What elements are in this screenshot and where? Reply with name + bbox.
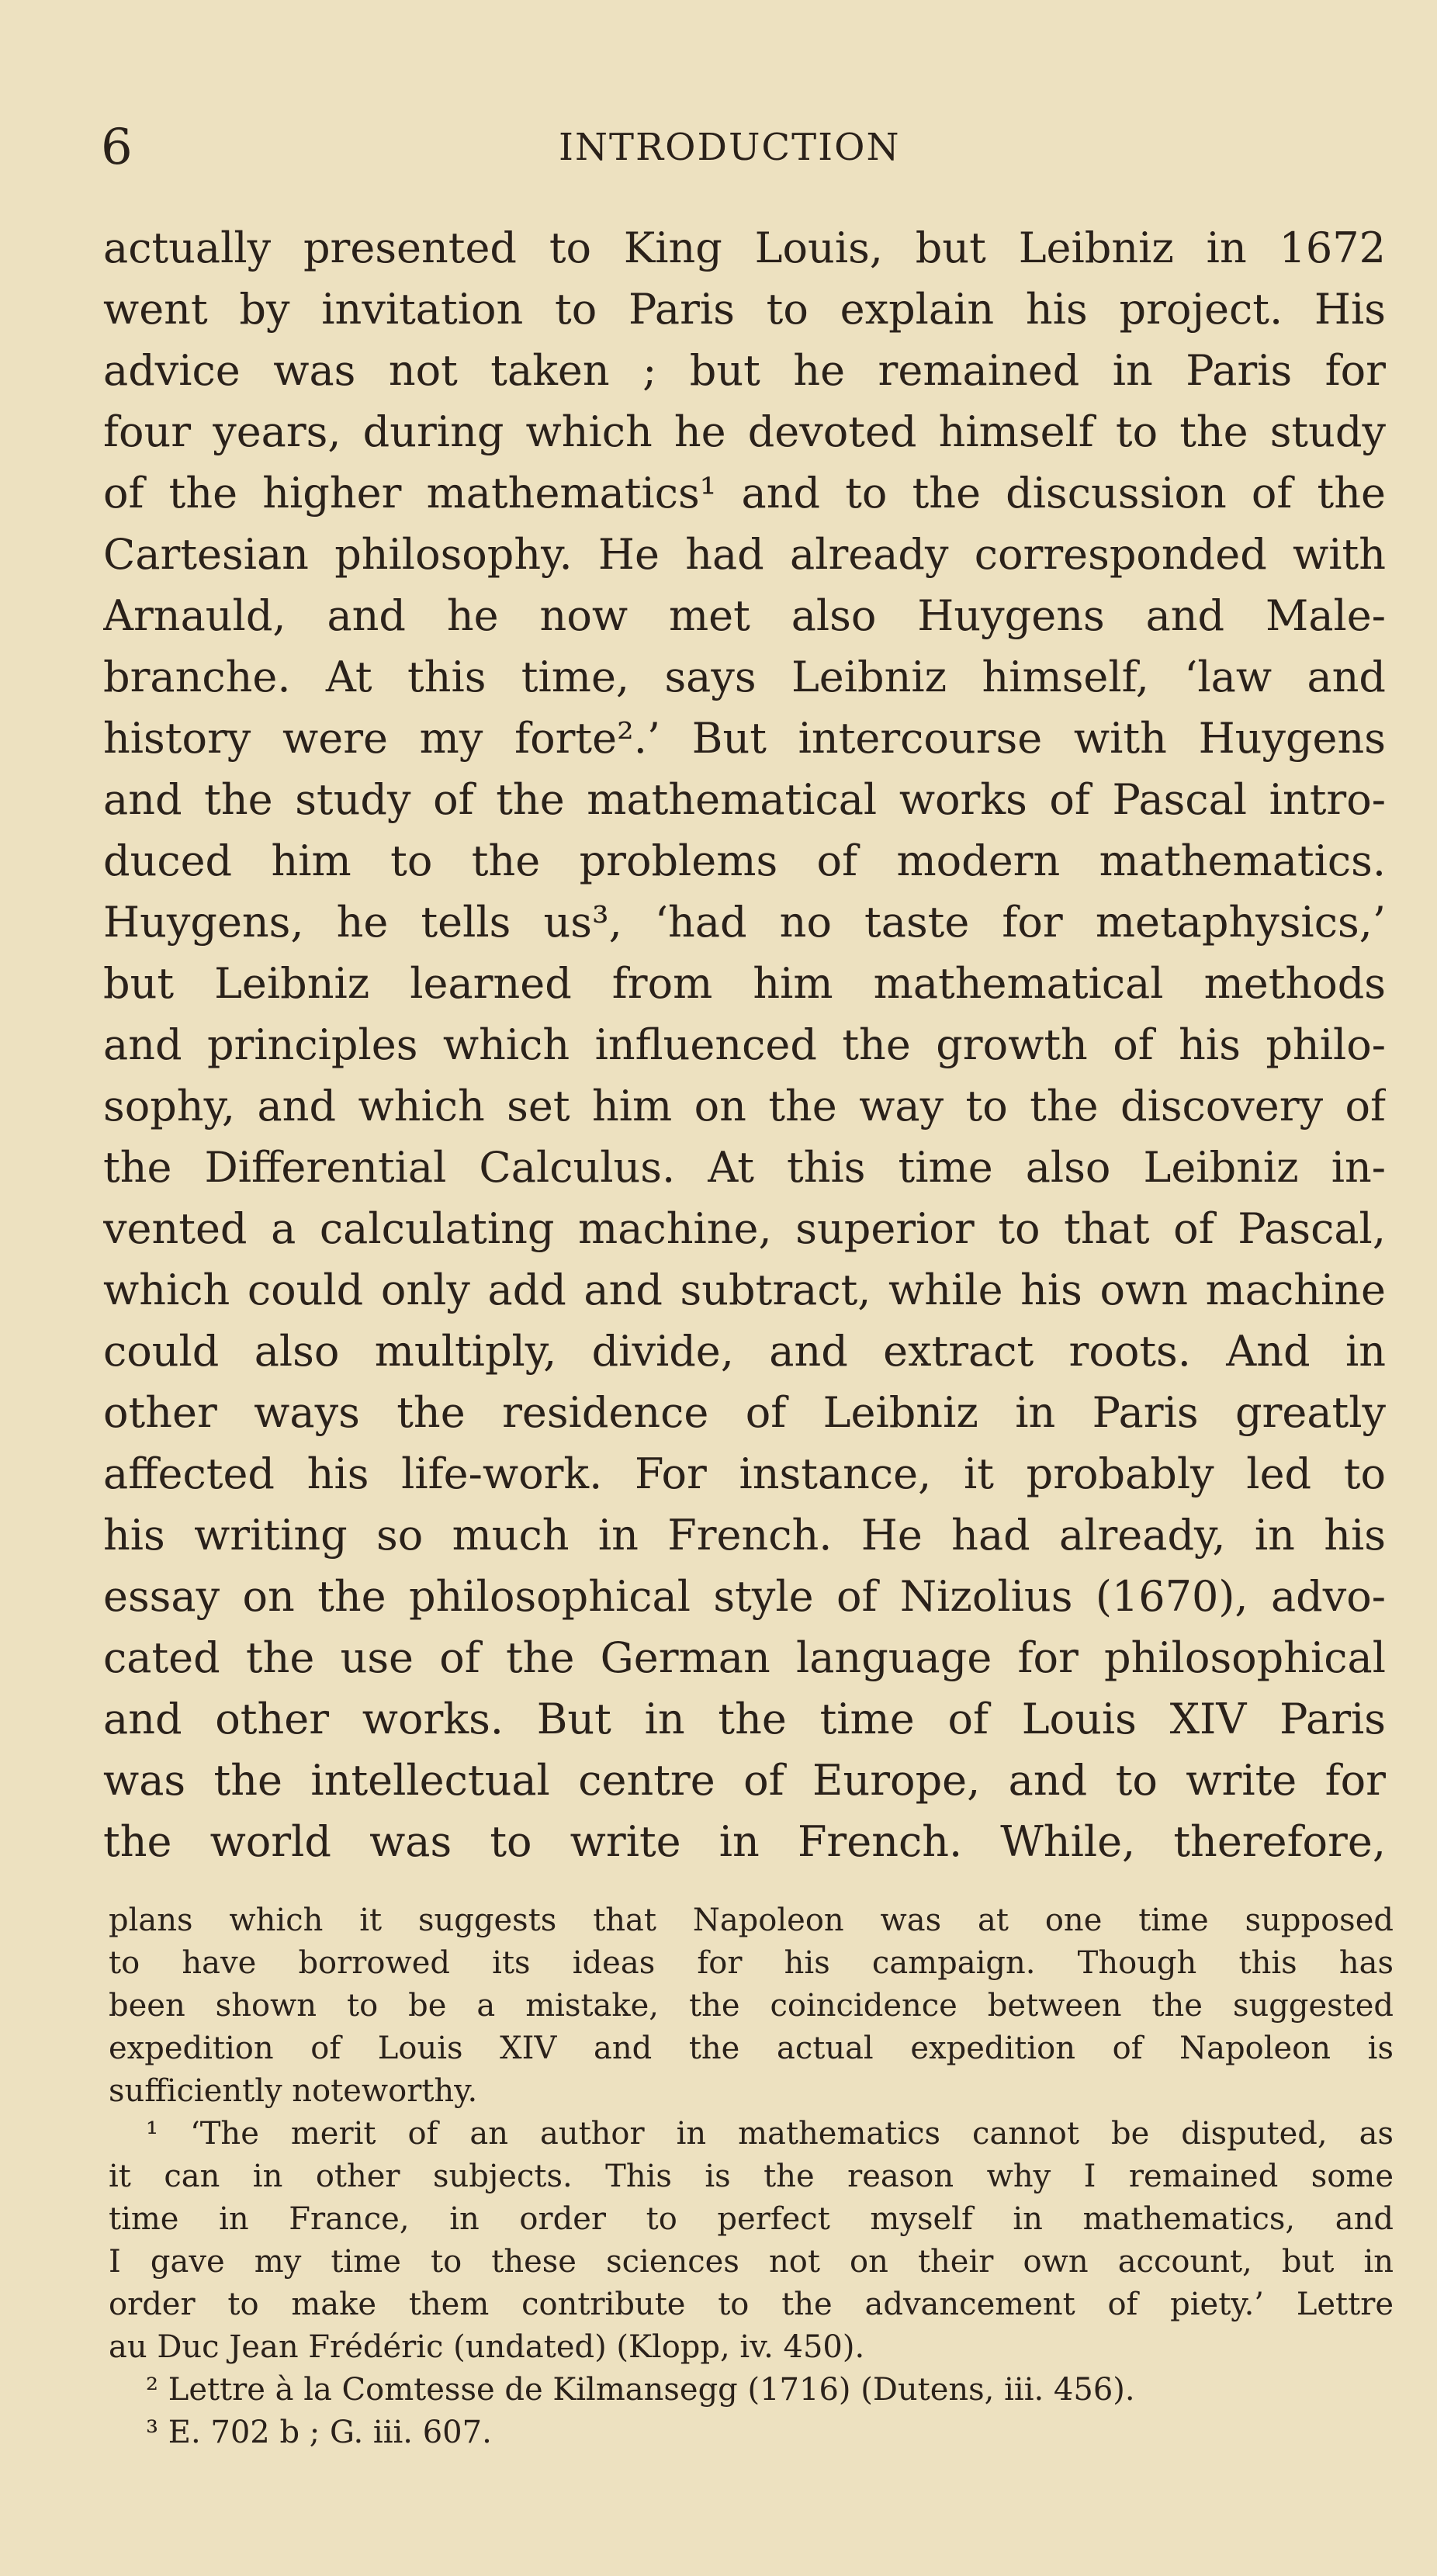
footnotes (109, 1899, 1394, 2454)
body-line: of the higher mathematics¹ and to the discussion of the (103, 469, 1386, 518)
body-line: advice was not taken ; but he remained in Paris for (103, 346, 1386, 395)
footnote-line: au Duc Jean Frédéric (undated) (Klopp, iv. 450). (109, 2329, 865, 2365)
footnote-line: I gave my time to these sciences not on their own account, but in (109, 2244, 1394, 2280)
body-line: sophy, and which set him on the way to the discovery of (103, 1082, 1386, 1130)
body-line: essay on the philosophical style of Nizolius (1670), advo- (103, 1572, 1386, 1621)
body-line: history were my forte².’ But intercourse with Huygens (103, 714, 1386, 763)
main-text (103, 217, 1386, 1872)
footnote-line: ¹ ‘The merit of an author in mathematics cannot be disputed, as (146, 2116, 1394, 2152)
body-line: the world was to write in French. While, therefore, (103, 1817, 1386, 1866)
body-line: his writing so much in French. He had already, in his (103, 1511, 1386, 1560)
body-line: cated the use of the German language for philosophical (103, 1633, 1386, 1682)
body-line: branche. At this time, says Leibniz himself, ‘law and (103, 653, 1386, 701)
footnote-line: been shown to be a mistake, the coincidence between the suggested (109, 1988, 1394, 2024)
body-line: could also multiply, divide, and extract roots. And in (103, 1327, 1386, 1376)
body-line: the Differential Calculus. At this time also Leibniz in- (103, 1143, 1386, 1192)
body-line: actually presented to King Louis, but Leibniz in 1672 (103, 223, 1386, 272)
body-line: but Leibniz learned from him mathematical methods (103, 959, 1386, 1008)
running-head (0, 116, 1437, 178)
body-line: four years, during which he devoted himself to the study (103, 407, 1386, 456)
footnote-line: it can in other subjects. This is the reason why I remained some (109, 2159, 1394, 2194)
footnote-line: ² Lettre à la Comtesse de Kilmansegg (1716) (Dutens, iii. 456). (146, 2372, 1135, 2408)
body-line: affected his life-work. For instance, it probably led to (103, 1449, 1386, 1498)
body-line: vented a calculating machine, superior to that of Pascal, (103, 1204, 1386, 1253)
body-line: duced him to the problems of modern mathematics. (103, 836, 1386, 885)
body-line: which could only add and subtract, while his own machine (103, 1265, 1386, 1314)
footnote-line: plans which it suggests that Napoleon was at one time supposed (109, 1903, 1394, 1938)
footnote-line: order to make them contribute to the advancement of piety.’ Lettre (109, 2287, 1394, 2322)
footnote-line: sufficiently noteworthy. (109, 2073, 478, 2109)
body-line: and principles which influenced the growth of his philo- (103, 1020, 1386, 1069)
body-line: was the intellectual centre of Europe, and to write for (103, 1756, 1386, 1805)
body-line: Arnauld, and he now met also Huygens and Male- (103, 591, 1386, 640)
footnote-line: ³ E. 702 b ; G. iii. 607. (146, 2415, 492, 2450)
running-head-title: INTRODUCTION (559, 126, 901, 169)
body-line: Huygens, he tells us³, ‘had no taste for metaphysics,’ (103, 898, 1386, 947)
body-line: went by invitation to Paris to explain his project. His (103, 285, 1386, 334)
footnote-line: to have borrowed its ideas for his campaign. Though this has (109, 1945, 1394, 1981)
body-line: and the study of the mathematical works of Pascal intro- (103, 775, 1386, 824)
footnote-line: time in France, in order to perfect myself in mathematics, and (109, 2201, 1394, 2237)
body-line: Cartesian philosophy. He had already corresponded with (103, 530, 1386, 579)
page-number: 6 (101, 119, 133, 176)
footnote-line: expedition of Louis XIV and the actual expedition of Napoleon is (109, 2031, 1394, 2066)
body-line: other ways the residence of Leibniz in Paris greatly (103, 1388, 1386, 1437)
body-line: and other works. But in the time of Louis XIV Paris (103, 1695, 1386, 1743)
